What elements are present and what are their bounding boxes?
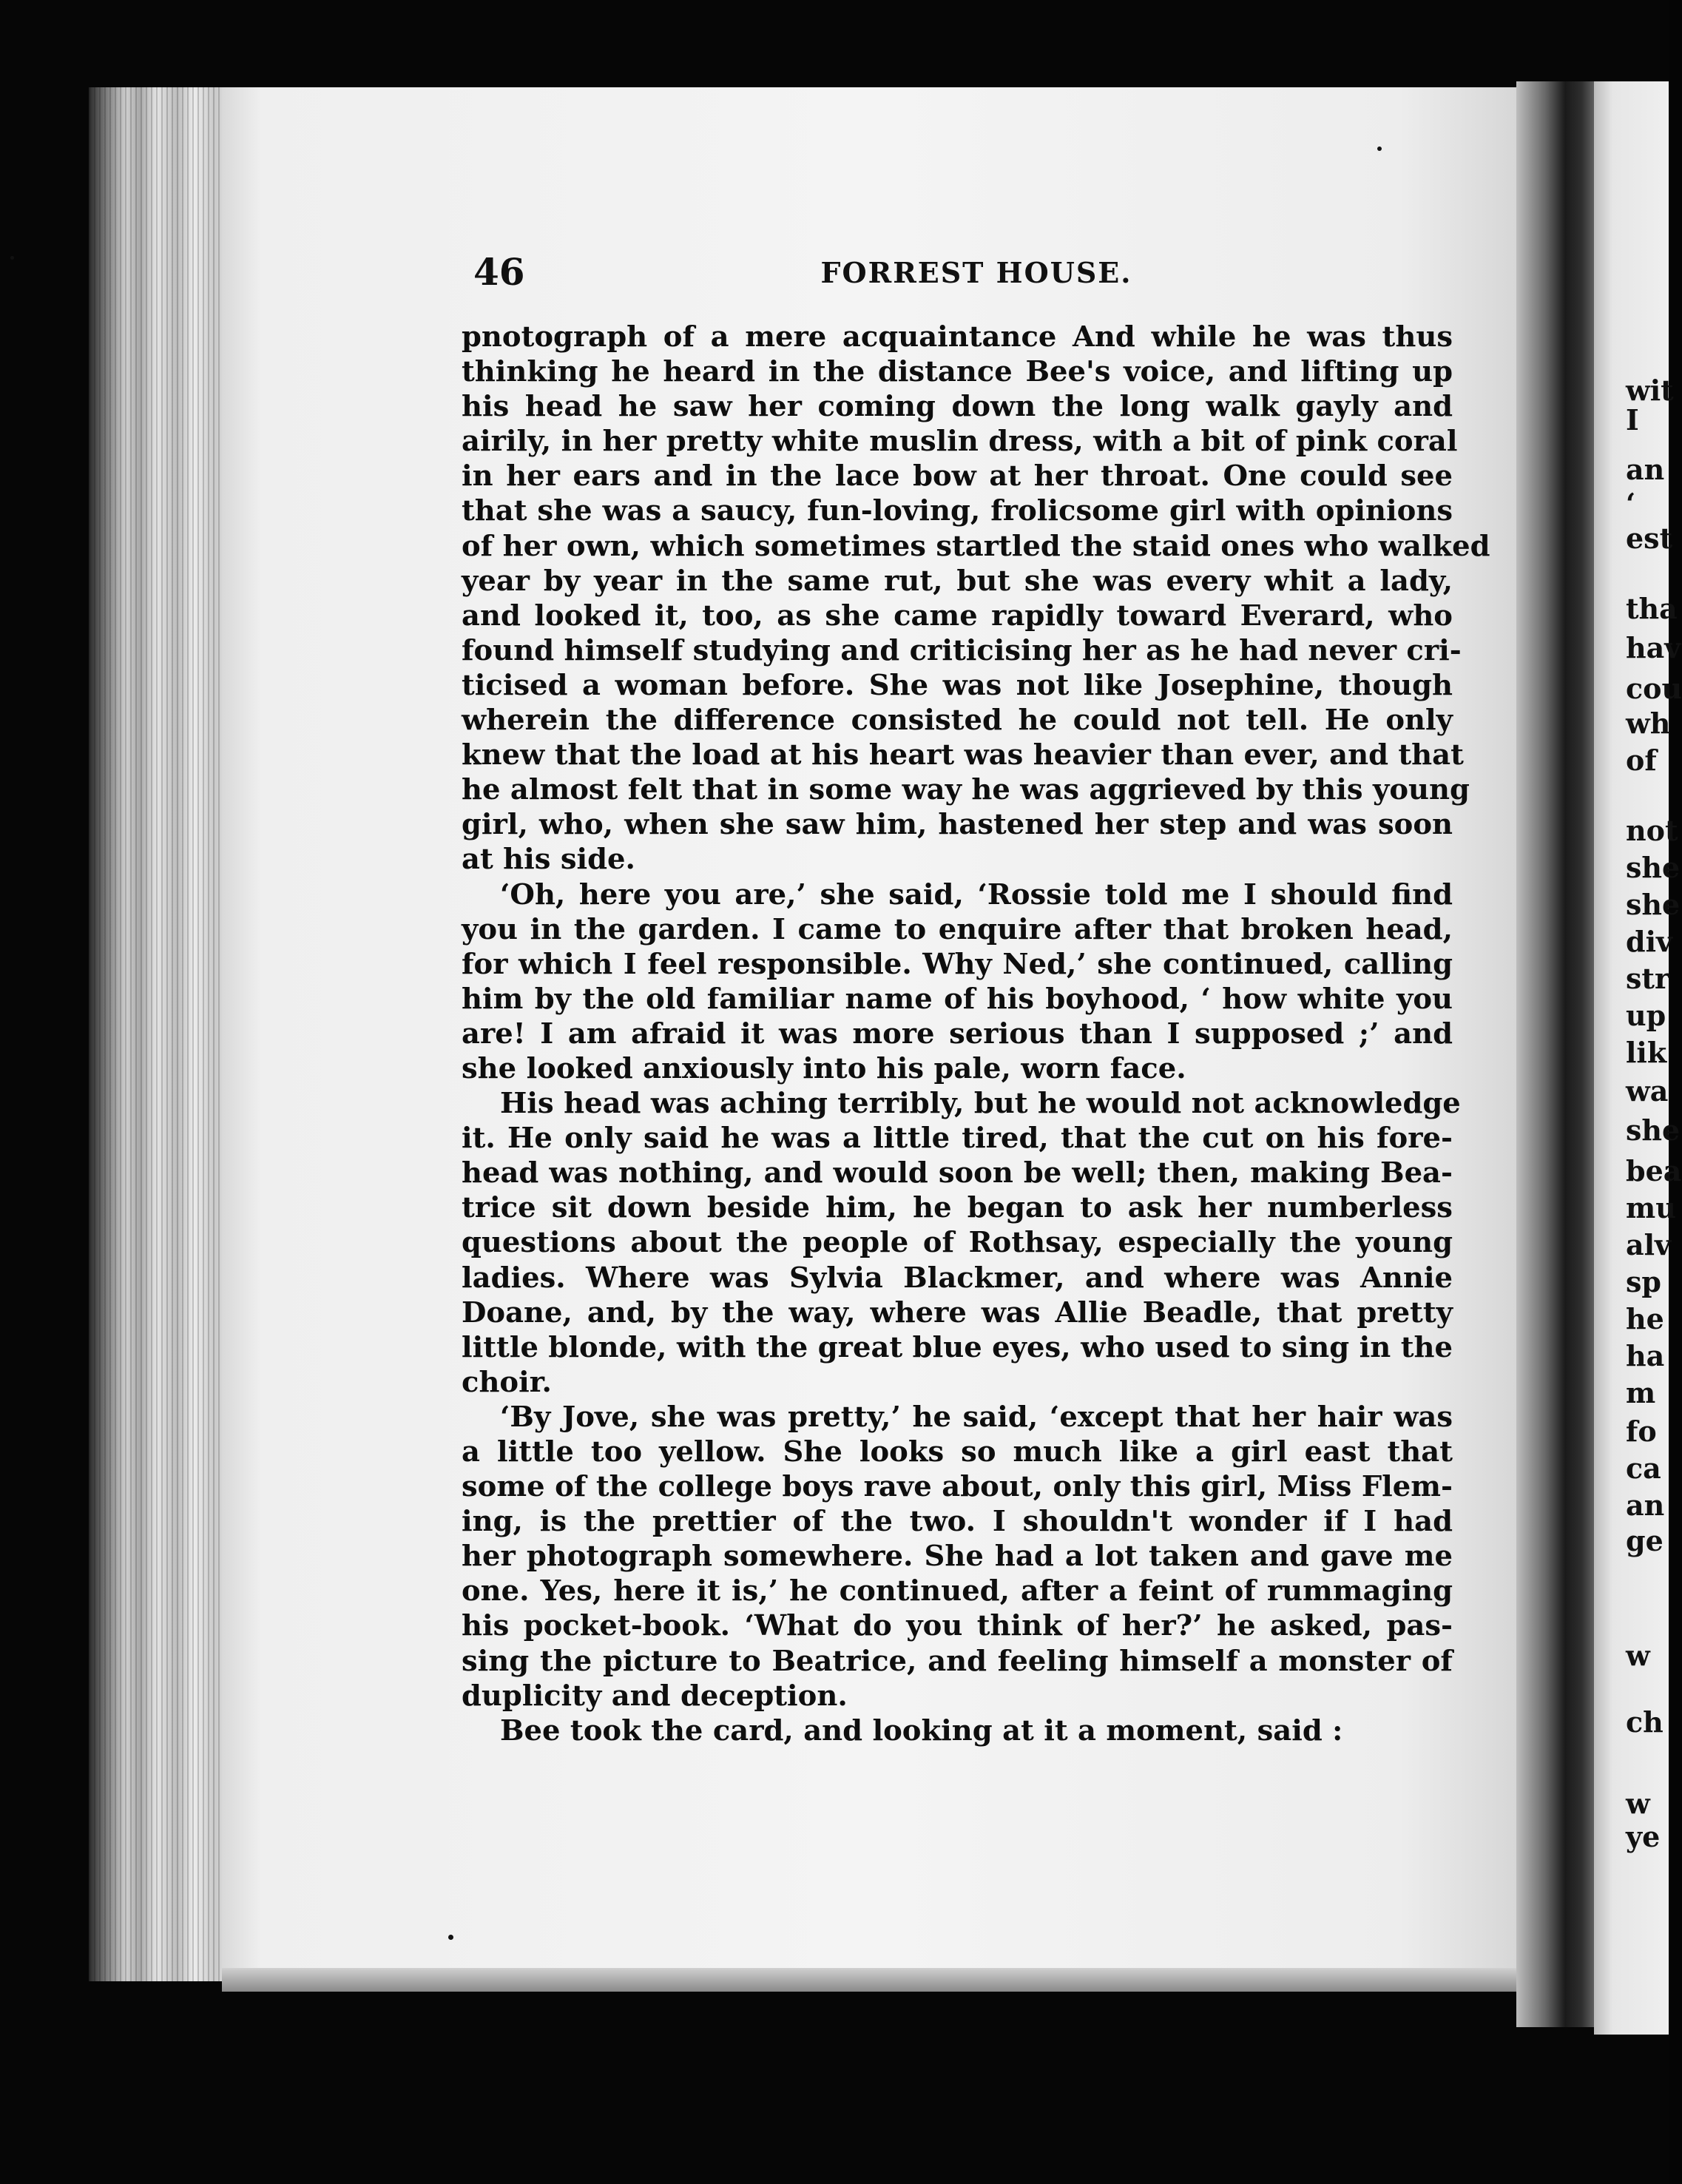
text-line: are! I am afraid it was more serious than I supposed ;’ and <box>462 1017 1453 1051</box>
text-line: some of the college boys rave about, only this girl, Miss Flem- <box>462 1470 1453 1504</box>
text-line: wherein the difference consisted he could not tell. He only <box>462 704 1453 738</box>
text-line: she looked anxiously into his pale, worn face. <box>462 1051 1186 1085</box>
text-line: ‘Oh, here you are,’ she said, ‘Rossie told me I should find <box>500 877 1453 911</box>
text-line: her photograph somewhere. She had a lot taken and gave me <box>462 1540 1453 1574</box>
text-line: Doane, and, by the way, where was Allie Beadle, that pretty <box>462 1295 1453 1329</box>
running-title: FORREST HOUSE. <box>820 256 1132 289</box>
text-line: ladies. Where was Sylvia Blackmer, and where was Annie <box>462 1261 1453 1295</box>
text-line: duplicity and deception. <box>462 1679 848 1713</box>
facing-page-fragment: fo <box>1626 1415 1657 1448</box>
text-line: him by the old familiar name of his boyhood, ‘ how white you <box>462 982 1453 1016</box>
facing-page-fragment: I <box>1626 403 1639 437</box>
ink-speck <box>1377 146 1382 151</box>
text-line: year by year in the same rut, but she was every whit a lady, <box>462 564 1453 598</box>
text-line: questions about the people of Rothsay, especially the young <box>462 1226 1453 1260</box>
gutter-shadow <box>1516 81 1598 2027</box>
facing-page-fragment: m <box>1626 1376 1656 1409</box>
page-bottom-edge <box>222 1968 1539 1992</box>
text-line: trice sit down beside him, he began to ask her numberless <box>462 1191 1453 1225</box>
facing-page-fragment: mu <box>1626 1191 1676 1224</box>
facing-page-fragment: ha <box>1626 1339 1665 1372</box>
page-number: 46 <box>473 250 525 294</box>
facing-page-fragment: tha <box>1626 592 1678 625</box>
text-line: knew that the load at his heart was heavier than ever, and that <box>462 738 1464 772</box>
text-line: you in the garden. I came to enquire after that broken head, <box>462 912 1453 946</box>
facing-page-fragment: she <box>1626 851 1681 884</box>
facing-page-fragment: ca <box>1626 1452 1661 1485</box>
facing-page-fragment: alv <box>1626 1228 1672 1261</box>
facing-page-fragment: w <box>1626 1787 1650 1820</box>
facing-page-fragment: lik <box>1626 1036 1667 1069</box>
facing-page-fragment: ye <box>1626 1820 1661 1853</box>
text-line: airily, in her pretty white muslin dress, with a bit of pink coral <box>462 425 1458 459</box>
facing-page-fragment: est <box>1626 522 1673 555</box>
facing-page-fragment: ch <box>1626 1705 1664 1739</box>
facing-page-fragment: hav <box>1626 631 1681 664</box>
facing-page-fragment: an <box>1626 453 1665 486</box>
text-line: ‘By Jove, she was pretty,’ he said, ‘except that her hair was <box>500 1400 1453 1434</box>
text-line: His head was aching terribly, but he would not acknowledge <box>500 1087 1461 1121</box>
ink-speck <box>448 1935 453 1940</box>
facing-page-fragment: ‘ <box>1626 487 1636 520</box>
facing-page-fragment: w <box>1626 1639 1650 1672</box>
text-line: it. He only said he was a little tired, that the cut on his fore- <box>462 1122 1453 1156</box>
facing-page-fragment: she <box>1626 1113 1681 1147</box>
text-line: sing the picture to Beatrice, and feeling himself a monster of <box>462 1644 1453 1678</box>
text-line: he almost felt that in some way he was aggrieved by this young <box>462 773 1470 807</box>
text-line: little blonde, with the great blue eyes, who used to sing in the <box>462 1330 1453 1364</box>
facing-page-fragment: wh <box>1626 707 1671 740</box>
facing-page-fragment: div <box>1626 925 1673 958</box>
facing-page-fragment: up <box>1626 999 1666 1032</box>
facing-page-fragment: cou <box>1626 672 1682 705</box>
text-line: head was nothing, and would soon be well; then, making Bea- <box>462 1156 1453 1190</box>
text-line: thinking he heard in the distance Bee's voice, and lifting up <box>462 355 1453 389</box>
body-text <box>462 320 1490 1748</box>
text-line: found himself studying and criticising her as he had never cri- <box>462 633 1462 667</box>
facing-page-fragment: bea <box>1626 1154 1682 1187</box>
text-line: one. Yes, here it is,’ he continued, after a feint of rummaging <box>462 1574 1453 1608</box>
text-line: ing, is the prettier of the two. I shouldn't wonder if I had <box>462 1505 1453 1539</box>
text-line: ticised a woman before. She was not like Josephine, though <box>462 668 1453 702</box>
text-line: girl, who, when she saw him, hastened her step and was soon <box>462 808 1453 842</box>
running-head <box>473 250 1479 302</box>
text-line: his pocket-book. ‘What do you think of her?’ he asked, pas- <box>462 1609 1453 1643</box>
facing-page-fragment: of <box>1626 744 1657 777</box>
facing-page-fragment: an <box>1626 1489 1665 1522</box>
facing-page-fragment: she <box>1626 888 1681 921</box>
facing-page-fragment: wa <box>1626 1074 1669 1108</box>
facing-page-fragment: he <box>1626 1302 1664 1335</box>
text-line: a little too yellow. She looks so much like a girl east that <box>462 1435 1453 1469</box>
facing-page-fragment: sp <box>1626 1265 1661 1298</box>
text-line: for which I feel responsible. Why Ned,’ she continued, calling <box>462 947 1453 981</box>
text-line: choir. <box>462 1365 552 1399</box>
text-line: in her ears and in the lace bow at her throat. One could see <box>462 459 1453 493</box>
text-line: at his side. <box>462 843 635 877</box>
text-line: and looked it, too, as she came rapidly toward Everard, who <box>462 599 1453 633</box>
text-line: Bee took the card, and looking at it a moment, said : <box>500 1713 1343 1747</box>
text-line: his head he saw her coming down the long walk gayly and <box>462 390 1453 424</box>
facing-page-fragment: str <box>1626 962 1669 995</box>
text-line: that she was a saucy, fun-loving, frolicsome girl with opinions <box>462 494 1453 528</box>
ink-speck <box>10 256 14 260</box>
facing-page-fragment: ge <box>1626 1524 1664 1557</box>
text-line: of her own, which sometimes startled the staid ones who walked <box>462 529 1490 563</box>
facing-page-fragment: wit <box>1626 374 1674 407</box>
text-line: pnotograph of a mere acquaintance And while he was thus <box>462 320 1453 354</box>
facing-page-fragment: not <box>1626 814 1678 847</box>
